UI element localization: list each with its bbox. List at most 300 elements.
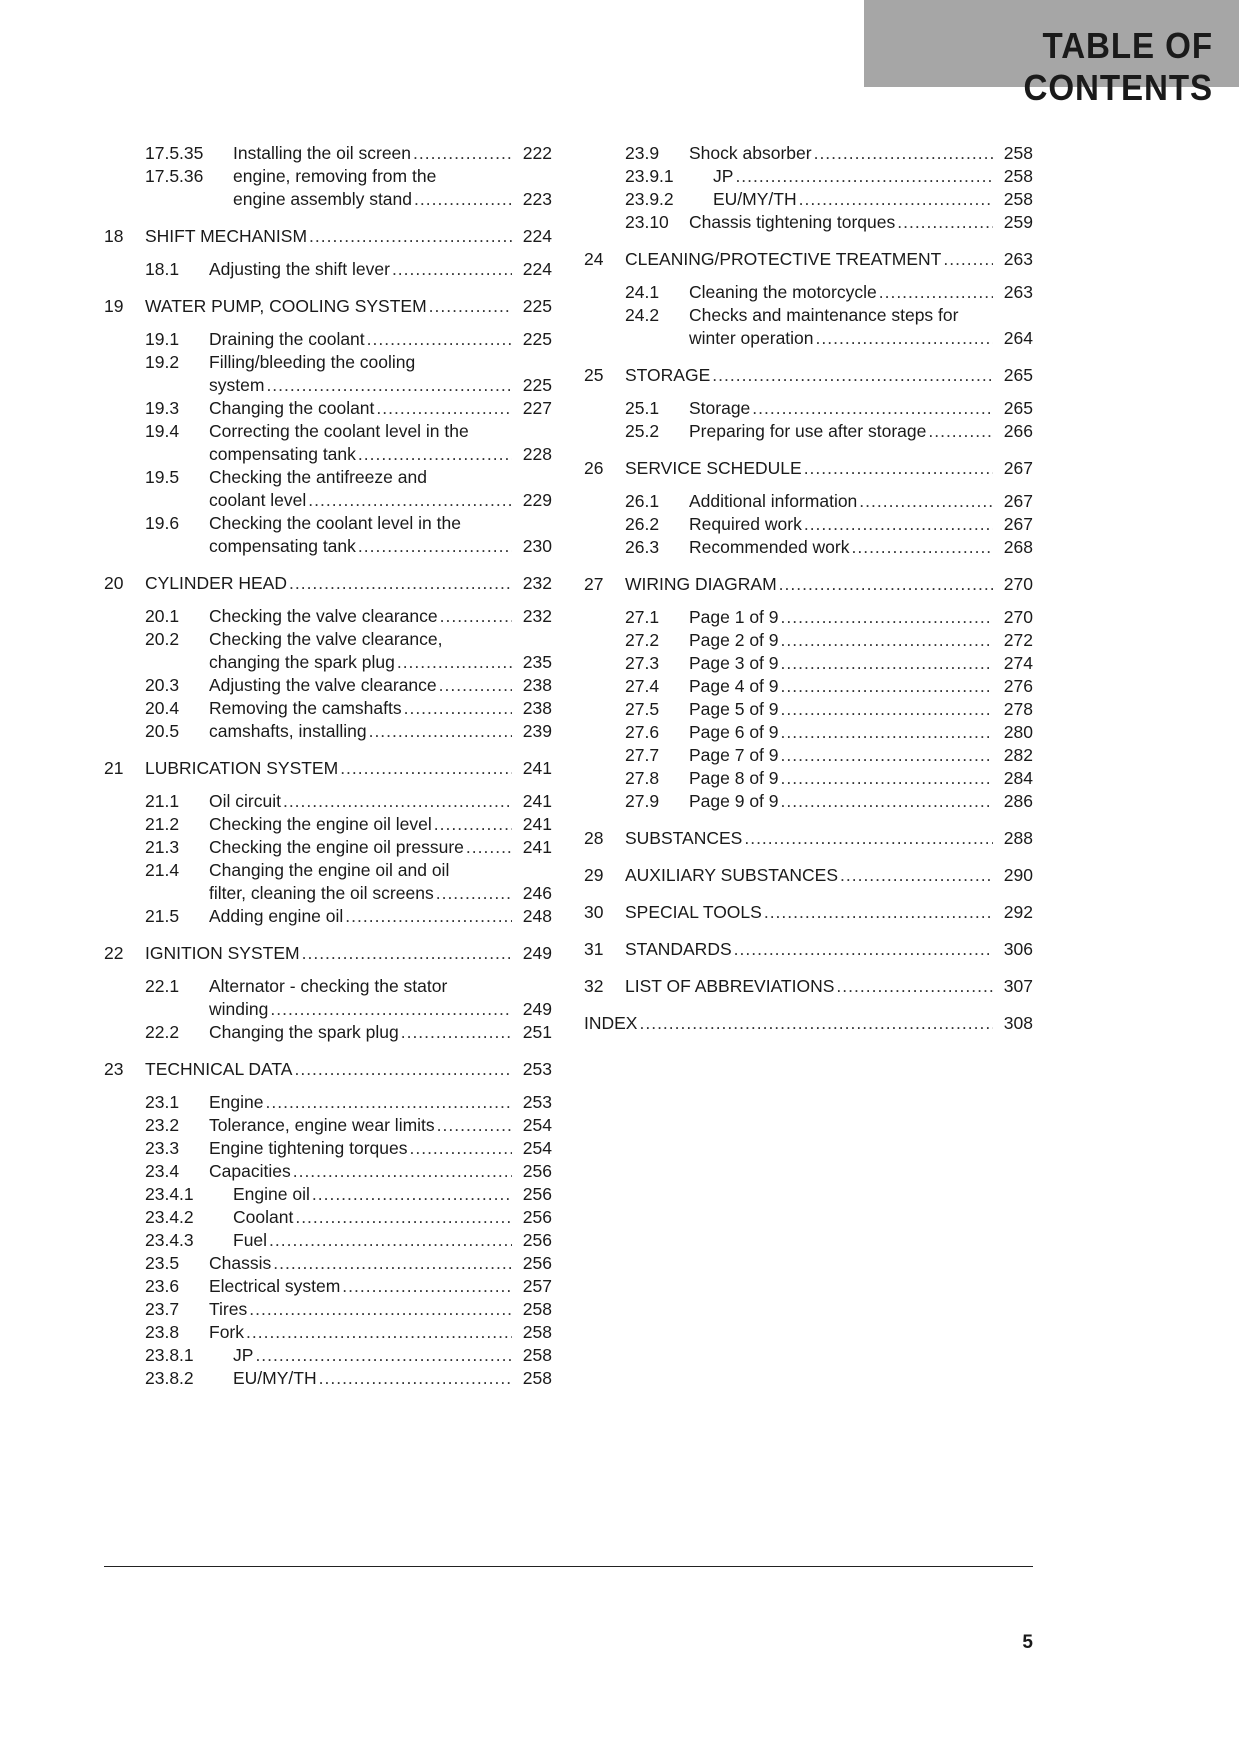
- toc-entry[interactable]: [104, 628, 552, 674]
- dot-leader: [369, 720, 512, 743]
- dot-leader: [859, 490, 993, 513]
- toc-page-number: 258: [1003, 189, 1033, 209]
- dot-leader: [781, 744, 993, 767]
- dot-leader: [814, 142, 993, 165]
- toc-entry-number: 27.1: [625, 607, 660, 627]
- toc-page-number: 241: [522, 758, 552, 778]
- toc-entry-title: Fork: [209, 1322, 244, 1342]
- toc-entry-title: Page 1 of 9: [689, 607, 779, 627]
- toc-entry-title: Coolant: [233, 1207, 294, 1227]
- toc-entry[interactable]: [104, 466, 552, 512]
- toc-entry[interactable]: [104, 1021, 552, 1044]
- toc-page-number: 288: [1003, 828, 1033, 848]
- toc-entry-title: Chassis: [209, 1253, 272, 1273]
- toc-entry[interactable]: [584, 721, 1033, 744]
- toc-entry-number: 23.1: [145, 1092, 180, 1112]
- toc-entry-title: Checking the valve clearance,: [209, 629, 443, 649]
- toc-entry-number: 20: [104, 573, 124, 593]
- toc-page-number: 256: [522, 1161, 552, 1181]
- dot-leader: [764, 901, 993, 924]
- toc-entry-number: 18: [104, 226, 124, 246]
- dot-leader: [466, 836, 512, 859]
- toc-entry-number: 17.5.36: [145, 166, 204, 186]
- dot-leader: [712, 364, 993, 387]
- toc-page-number: 232: [522, 573, 552, 593]
- toc-page-number: 248: [522, 906, 552, 926]
- toc-entry-number: 26: [584, 458, 604, 478]
- page-title: TABLE OF CONTENTS: [1023, 25, 1213, 108]
- dot-leader: [429, 295, 512, 318]
- toc-entry-number: 24.2: [625, 305, 660, 325]
- toc-entry[interactable]: [584, 675, 1033, 698]
- toc-page-number: 238: [522, 675, 552, 695]
- toc-page-number: 232: [522, 606, 552, 626]
- toc-page-number: 270: [1003, 574, 1033, 594]
- dot-leader: [779, 573, 993, 596]
- dot-leader: [439, 674, 512, 697]
- toc-page-number: 264: [1003, 328, 1033, 348]
- toc-entry-number: 20.3: [145, 675, 180, 695]
- toc-entry-title: SHIFT MECHANISM: [145, 226, 308, 246]
- toc-page-number: 254: [522, 1138, 552, 1158]
- toc-entry[interactable]: [104, 1229, 552, 1252]
- toc-entry-number: 22: [104, 943, 124, 963]
- toc-entry-number: 23.4: [145, 1161, 180, 1181]
- toc-entry-title: Checking the coolant level in the: [209, 513, 461, 533]
- toc-entry-number: 26.1: [625, 491, 660, 511]
- toc-entry-number: 19.6: [145, 513, 180, 533]
- toc-entry[interactable]: [104, 836, 552, 859]
- toc-entry-title: Cleaning the motorcycle: [689, 282, 877, 302]
- toc-page-number: 246: [522, 883, 552, 903]
- toc-page-number: 267: [1003, 514, 1033, 534]
- toc-entry[interactable]: [584, 629, 1033, 652]
- toc-entry[interactable]: [104, 1367, 552, 1390]
- toc-entry[interactable]: [584, 165, 1033, 188]
- toc-entry[interactable]: [104, 328, 552, 351]
- toc-page-number: 280: [1003, 722, 1033, 742]
- toc-entry-number: 24: [584, 249, 604, 269]
- dot-leader: [255, 1344, 512, 1367]
- toc-entry[interactable]: [104, 142, 552, 165]
- toc-entry[interactable]: [104, 1252, 552, 1275]
- dot-leader: [943, 248, 993, 271]
- toc-page-number: 266: [1003, 421, 1033, 441]
- dot-leader: [781, 721, 993, 744]
- toc-entry-number: 21: [104, 758, 124, 778]
- toc-entry-number: 21.4: [145, 860, 180, 880]
- toc-entry[interactable]: [584, 248, 1033, 271]
- dot-leader: [249, 1298, 512, 1321]
- toc-entry[interactable]: [104, 697, 552, 720]
- toc-entry[interactable]: [104, 1058, 552, 1081]
- dot-leader: [358, 535, 512, 558]
- toc-entry-number: 21.5: [145, 906, 180, 926]
- toc-page-number: 270: [1003, 607, 1033, 627]
- toc-entry-title: Engine tightening torques: [209, 1138, 408, 1158]
- dot-leader: [294, 1058, 512, 1081]
- toc-page-number: 267: [1003, 458, 1033, 478]
- toc-page-number: 224: [522, 259, 552, 279]
- toc-entry-title: Checking the engine oil pressure: [209, 837, 464, 857]
- toc-entry[interactable]: [104, 1344, 552, 1367]
- toc-entry[interactable]: [104, 512, 552, 558]
- dot-leader: [799, 188, 993, 211]
- toc-entry[interactable]: [104, 1298, 552, 1321]
- dot-leader: [404, 697, 512, 720]
- toc-entry-title: CYLINDER HEAD: [145, 573, 287, 593]
- toc-entry[interactable]: [104, 351, 552, 397]
- toc-entry-title: Page 5 of 9: [689, 699, 779, 719]
- toc-entry-number: 23.9.1: [625, 166, 674, 186]
- toc-entry-number: 24.1: [625, 282, 660, 302]
- toc-entry-number: 18.1: [145, 259, 180, 279]
- toc-page-number: 249: [522, 999, 552, 1019]
- toc-entry-number: 21.2: [145, 814, 180, 834]
- toc-entry[interactable]: [104, 790, 552, 813]
- toc-entry[interactable]: [104, 1321, 552, 1344]
- toc-entry-title: Page 3 of 9: [689, 653, 779, 673]
- toc-entry-number: 23.5: [145, 1253, 180, 1273]
- toc-entry-number: 19.4: [145, 421, 180, 441]
- toc-entry-title: LIST OF ABBREVIATIONS: [625, 976, 835, 996]
- toc-entry-title: engine, removing from the: [233, 166, 437, 186]
- toc-entry[interactable]: [584, 397, 1033, 420]
- toc-entry-number: 30: [584, 902, 604, 922]
- toc-entry-number: 31: [584, 939, 604, 959]
- dot-leader: [283, 790, 512, 813]
- toc-entry[interactable]: [584, 513, 1033, 536]
- toc-left-column: [104, 142, 552, 1390]
- toc-page-number: 256: [522, 1184, 552, 1204]
- toc-entry[interactable]: [104, 757, 552, 780]
- toc-entry-title: STORAGE: [625, 365, 711, 385]
- toc-entry[interactable]: [584, 938, 1033, 961]
- toc-entry[interactable]: [584, 975, 1033, 998]
- toc-entry-title: Additional information: [689, 491, 858, 511]
- toc-entry[interactable]: [584, 901, 1033, 924]
- dot-leader: [804, 457, 993, 480]
- toc-entry-title: EU/MY/TH: [233, 1368, 317, 1388]
- dot-leader: [879, 281, 993, 304]
- toc-entry-title: Alternator - checking the stator: [209, 976, 448, 996]
- toc-entry[interactable]: [584, 188, 1033, 211]
- dot-leader: [781, 652, 993, 675]
- toc-page-number: 276: [1003, 676, 1033, 696]
- toc-entry[interactable]: [584, 142, 1033, 165]
- toc-entry[interactable]: [584, 767, 1033, 790]
- toc-entry-number: 23.4.3: [145, 1230, 194, 1250]
- toc-entry-title: Required work: [689, 514, 802, 534]
- toc-entry-title: Fuel: [233, 1230, 268, 1250]
- toc-page-number: 239: [522, 721, 552, 741]
- toc-entry[interactable]: [584, 536, 1033, 559]
- toc-entry-number: 26.3: [625, 537, 660, 557]
- toc-page-number: 292: [1003, 902, 1033, 922]
- toc-entry-number: 23.8.1: [145, 1345, 194, 1365]
- toc-entry-number: 27.4: [625, 676, 660, 696]
- toc-entry[interactable]: [104, 1160, 552, 1183]
- toc-entry-number: 17.5.35: [145, 143, 204, 163]
- toc-page-number: 258: [522, 1345, 552, 1365]
- toc-entry-title: STANDARDS: [625, 939, 732, 959]
- toc-entry[interactable]: [104, 859, 552, 905]
- toc-entry[interactable]: [584, 281, 1033, 304]
- toc-entry[interactable]: [104, 572, 552, 595]
- toc-page-number: 257: [522, 1276, 552, 1296]
- toc-entry[interactable]: [584, 364, 1033, 387]
- toc-entry-title: SERVICE SCHEDULE: [625, 458, 802, 478]
- toc-entry-number: 27.7: [625, 745, 660, 765]
- toc-entry-number: 25.2: [625, 421, 660, 441]
- toc-entry-title: Shock absorber: [689, 143, 812, 163]
- toc-entry-number: 19: [104, 296, 124, 316]
- toc-entry-title: system: [209, 375, 265, 395]
- toc-entry[interactable]: [104, 258, 552, 281]
- dot-leader: [289, 572, 512, 595]
- toc-entry-title: Page 6 of 9: [689, 722, 779, 742]
- toc-entry-title: Checking the valve clearance: [209, 606, 438, 626]
- toc-page-number: 267: [1003, 491, 1033, 511]
- toc-entry[interactable]: [584, 827, 1033, 850]
- dot-leader: [781, 698, 993, 721]
- toc-entry[interactable]: [104, 905, 552, 928]
- toc-page-number: 290: [1003, 865, 1033, 885]
- dot-leader: [437, 1114, 512, 1137]
- toc-entry[interactable]: [584, 744, 1033, 767]
- toc-entry[interactable]: [584, 652, 1033, 675]
- toc-entry[interactable]: [104, 720, 552, 743]
- toc-entry[interactable]: [104, 165, 552, 211]
- toc-entry-title: Installing the oil screen: [233, 143, 412, 163]
- toc-page-number: 225: [522, 296, 552, 316]
- dot-leader: [266, 374, 512, 397]
- dot-leader: [744, 827, 993, 850]
- footer-divider: [104, 1566, 1033, 1567]
- toc-page-number: 229: [522, 490, 552, 510]
- dot-leader: [409, 1137, 512, 1160]
- toc-entry-title: winding: [209, 999, 269, 1019]
- toc-page-number: 263: [1003, 282, 1033, 302]
- toc-page-number: 307: [1003, 976, 1033, 996]
- toc-entry[interactable]: [584, 211, 1033, 234]
- toc-entry-number: 19.1: [145, 329, 180, 349]
- dot-leader: [434, 813, 512, 836]
- toc-entry-number: 23.4.2: [145, 1207, 194, 1227]
- dot-leader: [345, 905, 512, 928]
- toc-entry-number: 23.2: [145, 1115, 180, 1135]
- dot-leader: [308, 489, 512, 512]
- dot-leader: [340, 757, 512, 780]
- toc-page-number: 306: [1003, 939, 1033, 959]
- toc-entry[interactable]: [104, 942, 552, 965]
- toc-entry-number: 28: [584, 828, 604, 848]
- toc-page-number: 228: [522, 444, 552, 464]
- toc-entry-number: 27: [584, 574, 604, 594]
- toc-entry[interactable]: [104, 1183, 552, 1206]
- toc-entry-number: 27.9: [625, 791, 660, 811]
- toc-entry[interactable]: [104, 605, 552, 628]
- toc-entry[interactable]: [584, 304, 1033, 350]
- toc-entry-title: Page 7 of 9: [689, 745, 779, 765]
- toc-entry-title: Page 4 of 9: [689, 676, 779, 696]
- toc-entry-title: LUBRICATION SYSTEM: [145, 758, 339, 778]
- toc-entry[interactable]: [584, 1012, 1033, 1035]
- toc-entry-number: 23: [104, 1059, 124, 1079]
- toc-entry-title: Filling/bleeding the cooling: [209, 352, 416, 372]
- toc-page-number: 263: [1003, 249, 1033, 269]
- toc-entry-number: 20.2: [145, 629, 180, 649]
- toc-entry-title: WATER PUMP, COOLING SYSTEM: [145, 296, 427, 316]
- dot-leader: [781, 606, 993, 629]
- toc-entry[interactable]: [104, 225, 552, 248]
- toc-entry[interactable]: [104, 975, 552, 1021]
- toc-page-number: 274: [1003, 653, 1033, 673]
- toc-entry-number: 23.6: [145, 1276, 180, 1296]
- page-number: 5: [1022, 1632, 1033, 1653]
- toc-entry[interactable]: [104, 295, 552, 318]
- toc-page-number: 241: [522, 791, 552, 811]
- toc-page-number: 254: [522, 1115, 552, 1135]
- dot-leader: [440, 605, 512, 628]
- toc-entry-title: engine assembly stand: [233, 189, 412, 209]
- toc-entry-number: 20.1: [145, 606, 180, 626]
- toc-entry-title: Changing the engine oil and oil: [209, 860, 450, 880]
- dot-leader: [781, 675, 993, 698]
- toc-entry-number: 21.1: [145, 791, 180, 811]
- toc-page-number: 235: [522, 652, 552, 672]
- toc-page-number: 256: [522, 1230, 552, 1250]
- dot-leader: [836, 975, 993, 998]
- toc-entry[interactable]: [584, 420, 1033, 443]
- dot-leader: [266, 1091, 513, 1114]
- toc-entry[interactable]: [104, 1137, 552, 1160]
- toc-entry-title: Changing the coolant: [209, 398, 375, 418]
- toc-page-number: 253: [522, 1059, 552, 1079]
- toc-page-number: 222: [522, 143, 552, 163]
- toc-entry-number: 27.2: [625, 630, 660, 650]
- toc-page-number: 258: [522, 1322, 552, 1342]
- toc-entry[interactable]: [104, 420, 552, 466]
- toc-entry-number: 23.9.2: [625, 189, 674, 209]
- dot-leader: [735, 165, 993, 188]
- toc-entry-title: compensating tank: [209, 444, 356, 464]
- dot-leader: [781, 767, 993, 790]
- dot-leader: [804, 513, 993, 536]
- toc-entry-title: Checking the engine oil level: [209, 814, 432, 834]
- toc-entry-title: Adjusting the valve clearance: [209, 675, 437, 695]
- toc-entry[interactable]: [584, 457, 1033, 480]
- dot-leader: [342, 1275, 512, 1298]
- toc-page-number: 223: [522, 189, 552, 209]
- toc-entry-number: 23.9: [625, 143, 660, 163]
- toc-entry-title: JP: [233, 1345, 254, 1365]
- toc-page-number: 225: [522, 329, 552, 349]
- toc-entry-number: 23.3: [145, 1138, 180, 1158]
- toc-entry-title: EU/MY/TH: [713, 189, 797, 209]
- toc-entry-title: Correcting the coolant level in the: [209, 421, 469, 441]
- toc-entry[interactable]: [584, 573, 1033, 596]
- toc-entry[interactable]: [584, 490, 1033, 513]
- toc-entry[interactable]: [584, 790, 1033, 813]
- dot-leader: [401, 1021, 512, 1044]
- toc-entry-title: coolant level: [209, 490, 307, 510]
- toc-entry[interactable]: [104, 1275, 552, 1298]
- toc-page-number: 259: [1003, 212, 1033, 232]
- dot-leader: [781, 629, 993, 652]
- dot-leader: [302, 942, 512, 965]
- toc-page-number: 227: [522, 398, 552, 418]
- toc-entry[interactable]: [584, 606, 1033, 629]
- toc-page-number: 284: [1003, 768, 1033, 788]
- toc-entry[interactable]: [584, 864, 1033, 887]
- toc-entry[interactable]: [584, 698, 1033, 721]
- toc-entry-title: JP: [713, 166, 734, 186]
- toc-entry-title: Page 2 of 9: [689, 630, 779, 650]
- toc-page-number: 272: [1003, 630, 1033, 650]
- toc-page-number: 258: [1003, 143, 1033, 163]
- toc-page-number: 258: [522, 1299, 552, 1319]
- toc-entry[interactable]: [104, 813, 552, 836]
- toc-entry-title: Removing the camshafts: [209, 698, 402, 718]
- toc-entry-title: Page 8 of 9: [689, 768, 779, 788]
- toc-page-number: 258: [1003, 166, 1033, 186]
- toc-entry-title: Tires: [209, 1299, 248, 1319]
- dot-leader: [781, 790, 993, 813]
- toc-page-number: 265: [1003, 398, 1033, 418]
- toc-right-column: [584, 142, 1033, 1035]
- dot-leader: [734, 938, 993, 961]
- toc-entry-number: 23.4.1: [145, 1184, 194, 1204]
- toc-entry-number: 19.5: [145, 467, 180, 487]
- toc-entry-title: Engine oil: [233, 1184, 310, 1204]
- dot-leader: [816, 327, 993, 350]
- toc-entry-title: camshafts, installing: [209, 721, 367, 741]
- toc-entry-title: CLEANING/PROTECTIVE TREATMENT: [625, 249, 942, 269]
- dot-leader: [392, 258, 512, 281]
- dot-leader: [413, 142, 512, 165]
- toc-page-number: 249: [522, 943, 552, 963]
- toc-entry[interactable]: [104, 1206, 552, 1229]
- toc-entry-title: WIRING DIAGRAM: [625, 574, 777, 594]
- toc-entry-number: 23.8: [145, 1322, 180, 1342]
- toc-entry-number: 29: [584, 865, 604, 885]
- toc-entry-title: Tolerance, engine wear limits: [209, 1115, 435, 1135]
- toc-page-number: 225: [522, 375, 552, 395]
- toc-entry-title: Checking the antifreeze and: [209, 467, 427, 487]
- toc-entry[interactable]: [104, 397, 552, 420]
- toc-entry-title: Electrical system: [209, 1276, 341, 1296]
- toc-entry-title: compensating tank: [209, 536, 356, 556]
- toc-entry[interactable]: [104, 674, 552, 697]
- toc-entry-title: Adding engine oil: [209, 906, 344, 926]
- toc-page-number: 241: [522, 814, 552, 834]
- dot-leader: [312, 1183, 512, 1206]
- toc-page-number: 265: [1003, 365, 1033, 385]
- toc-entry[interactable]: [104, 1091, 552, 1114]
- toc-entry-number: 32: [584, 976, 604, 996]
- toc-entry-title: changing the spark plug: [209, 652, 395, 672]
- toc-page-number: 258: [522, 1368, 552, 1388]
- toc-page-number: 253: [522, 1092, 552, 1112]
- toc-page-number: 241: [522, 837, 552, 857]
- toc-entry[interactable]: [104, 1114, 552, 1137]
- toc-page-number: 238: [522, 698, 552, 718]
- toc-page-number: 268: [1003, 537, 1033, 557]
- toc-entry-title: winter operation: [689, 328, 814, 348]
- toc-entry-number: 23.10: [625, 212, 669, 232]
- toc-entry-title: Recommended work: [689, 537, 850, 557]
